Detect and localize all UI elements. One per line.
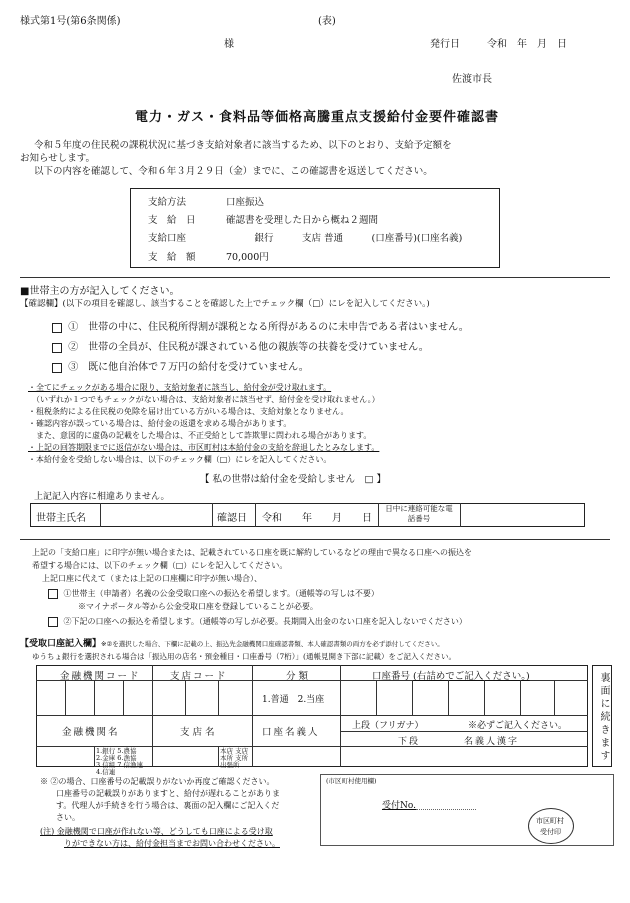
bank-code-field[interactable] <box>38 682 150 713</box>
branch-type: 本所 支所 <box>220 754 249 762</box>
confirm-intro: 【確認欄】(以下の項目を確認し、該当することを確認した上でチェック欄（□）にレを記入してください。) <box>20 299 430 309</box>
signature-divider <box>255 503 256 527</box>
right-align-note: (右詰めでご記入ください。) <box>413 671 530 682</box>
confirm-item-3-text: ③ 既に他自治体で７万円の給付を受けていません。 <box>68 362 309 373</box>
table-line <box>340 665 341 715</box>
bank-type: 1.銀行 5.農協 <box>96 747 137 755</box>
account-change-p1: 上記の「支給口座」に印字が無い場合または、記載されている口座を既に解約しているなどの理由で異なる口座への振込を <box>32 548 472 557</box>
bank-name-label: 金融機関名 <box>62 727 120 738</box>
branch-types <box>220 748 248 769</box>
no-error-statement: 上記記入内容に相違ありません。 <box>34 492 170 502</box>
confirm-item-2[interactable] <box>52 338 429 353</box>
upper-label: 上段（フリガナ） <box>352 721 424 731</box>
receipt-note-1: ※②を選択した場合、下欄に記載の上、振込先金融機関口座確認書類、本人確認書類の両方を必ず添付してください。 <box>101 640 444 648</box>
head-name-label: 世帯主氏名 <box>36 513 86 524</box>
signature-divider <box>460 503 461 527</box>
cell-line <box>94 746 95 767</box>
form-number: 様式第1号(第6条関係) <box>20 16 121 27</box>
account-number-label: 口座番号 <box>372 671 411 682</box>
stamp-line-1: 市区町村 <box>536 817 564 825</box>
cell-line <box>218 746 219 767</box>
decline-checkbox[interactable]: 【 私の世帯は給付金を受給しません □ 】 <box>200 474 387 485</box>
bank-code-label: 金融機関コード <box>60 671 141 682</box>
receipt-heading: 【受取口座記入欄】 <box>20 639 102 649</box>
holder-label: 口座名義人 <box>262 727 320 738</box>
note-2: （いずれか１つでもチェックがない場合は、支給対象者に該当せず、給付金を受け取れません。） <box>32 395 380 404</box>
issuer: 佐渡市長 <box>452 74 492 85</box>
phone-label: 日中に連絡可能な電話番号 <box>385 504 453 523</box>
intro-line-2: お知らせします。 <box>20 153 95 164</box>
signature-divider <box>100 503 101 527</box>
table-line <box>36 715 588 716</box>
kanji-label: 名義人漢字 <box>464 737 520 747</box>
checkbox[interactable] <box>48 617 58 627</box>
table-line <box>152 665 153 767</box>
payment-amount-value: 70,000円 <box>226 252 269 263</box>
branch-name-field[interactable] <box>154 748 216 765</box>
table-line <box>252 665 253 767</box>
lower-label: 下段 <box>398 737 421 747</box>
phone-field[interactable] <box>464 506 582 524</box>
account-number-header <box>372 668 530 682</box>
footer-note-4: さい。 <box>56 813 80 822</box>
branch-code-field[interactable] <box>154 682 250 713</box>
signature-divider <box>212 503 213 527</box>
required-note: ※必ずご記入ください。 <box>468 721 568 731</box>
branch-name-label: 支店名 <box>180 727 218 738</box>
payment-amount-label: 支 給 額 <box>148 252 196 263</box>
head-name-field[interactable] <box>104 506 208 524</box>
footer-note-1: ※ ②の場合、口座番号の記載誤りがないか再度ご確認ください。 <box>40 777 275 786</box>
account-change-p3: 上記口座に代えて（または上記の口座欄に印字が無い場合）、 <box>42 574 262 583</box>
confirm-item-1[interactable] <box>52 318 469 333</box>
receipt-number-field[interactable] <box>416 809 476 810</box>
divider <box>20 277 610 278</box>
checkbox[interactable] <box>52 323 62 333</box>
footer-note-2: 口座番号の記載誤りがありますと、給付が遅れることがありま <box>56 789 280 798</box>
note-7: ・本給付金を受給しない場合は、以下のチェック欄（□）にレを記入してください。 <box>28 455 332 464</box>
payment-date-value: 確認書を受理した日から概ね２週間 <box>226 215 379 226</box>
payment-date-label: 支 給 日 <box>148 215 196 226</box>
category-label: 分類 <box>286 671 312 682</box>
addressee-suffix: 様 <box>224 39 234 50</box>
receipt-number-label: 受付No. <box>382 801 416 811</box>
note-1: ・全てにチェックがある場合に限り、支給対象者に該当し、給付金が受け取れます。 <box>28 383 332 392</box>
footer-note-6: りができない方は、給付金担当までお問い合わせください。 <box>64 839 280 848</box>
holder-name-field[interactable] <box>342 748 586 765</box>
intro-line-3: 以下の内容を確認して、令和６年３月２９日（金）までに、この確認書を返送してください。 <box>34 166 433 177</box>
checkbox[interactable] <box>52 363 62 373</box>
category-options[interactable]: 1.普通 2.当座 <box>262 695 325 705</box>
payment-method-label: 支給方法 <box>148 197 187 208</box>
checkbox[interactable] <box>48 589 58 599</box>
option-public-account-text: ①世帯主（申請者）名義の公金受取口座への振込を希望します。（通帳等の写しは不要） <box>63 589 379 598</box>
payment-account-value: 銀行 支店 普通 (口座番号)(口座名義) <box>226 233 463 244</box>
account-change-p2: 希望する場合には、以下のチェック欄（□）にレを記入してください。 <box>32 561 288 570</box>
stamp-line-2: 受付印 <box>540 828 561 836</box>
household-heading: ■世帯主の方が記入してください。 <box>20 286 180 297</box>
option-other-account[interactable] <box>48 616 467 627</box>
reception-stamp <box>528 808 574 844</box>
branch-type: 本店 支店 <box>220 747 249 755</box>
confirm-date-field[interactable]: 令和 年 月 日 <box>262 513 372 524</box>
side-note: 裏面に続きます <box>598 672 609 763</box>
table-line <box>340 715 341 767</box>
intro-line-1: 令和５年度の住民税の課税状況に基づき支給対象者に該当するため、以下のとおり、支給予定額を <box>34 140 452 151</box>
office-use-label: (市区町村使用欄) <box>326 777 377 785</box>
payment-account-label: 支給口座 <box>148 233 187 244</box>
receipt-heading-line <box>20 636 444 649</box>
branch-code-label: 支店コード <box>170 671 228 682</box>
option-other-account-text: ②下記の口座への振込を希望します。（通帳等の写しが必要。長期間入出金のない口座を記入しないでください） <box>63 617 467 626</box>
checkbox[interactable] <box>52 343 62 353</box>
account-number-field[interactable] <box>342 682 586 713</box>
note-4: ・確認内容が誤っている場合は、給付金の返還を求める場合があります。 <box>28 419 292 428</box>
confirm-item-2-text: ② 世帯の全員が、住民税が課されている他の親族等の扶養を受けていません。 <box>68 342 429 353</box>
document-title: 電力・ガス・食料品等価格高騰重点支援給付金要件確認書 <box>135 110 500 125</box>
note-6: ・上記の回答期限までに返信がない場合は、市区町村は本給付金の支給を辞退したとみなします。 <box>28 443 380 452</box>
footer-note-5: (注) 金融機関で口座が作れない等、どうしても口座による受け取 <box>40 827 273 836</box>
receipt-note-2: ゆうちょ銀行を選択される場合は「振込用の店名・預金種目・口座番号（7桁）」(通帳見開き下部に記載）をご記入ください。 <box>32 652 456 661</box>
table-line <box>340 731 588 732</box>
confirm-item-1-text: ① 世帯の中に、住民税所得割が課税となる所得があるのに未申告である者はいません。 <box>68 322 469 333</box>
footer-note-3: す。代理人が手続きを行う場合は、裏面の記入欄にご記入くだ <box>56 801 280 810</box>
note-3: ・租税条約による住民税の免除を届け出ている方がいる場合は、支給対象となりません。 <box>28 407 349 416</box>
bank-types <box>96 748 143 776</box>
divider <box>20 539 610 540</box>
bank-name-field[interactable] <box>38 748 92 765</box>
branch-type: 出張所 <box>220 761 240 769</box>
form-side: (表) <box>318 16 336 27</box>
confirm-item-3[interactable] <box>52 358 309 373</box>
payment-method-value: 口座振込 <box>226 197 265 208</box>
bank-type: 4.信連 <box>96 768 116 776</box>
option-public-account[interactable] <box>48 588 379 599</box>
issue-label: 発行日 <box>430 39 460 50</box>
bank-type: 2.金庫 6.漁協 <box>96 754 137 762</box>
issue-date: 令和 年 月 日 <box>487 39 567 50</box>
bank-type: 3.信組 7.信漁連 <box>96 761 143 769</box>
signature-divider <box>378 503 379 527</box>
note-5: また、意図的に虚偽の記載をした場合は、不正受給として詐欺罪に問われる場合があります。 <box>36 431 372 440</box>
confirm-date-label: 確認日 <box>217 513 247 524</box>
option-public-account-note: ※マイナポータル等から公金受取口座を登録していることが必要。 <box>78 602 318 611</box>
